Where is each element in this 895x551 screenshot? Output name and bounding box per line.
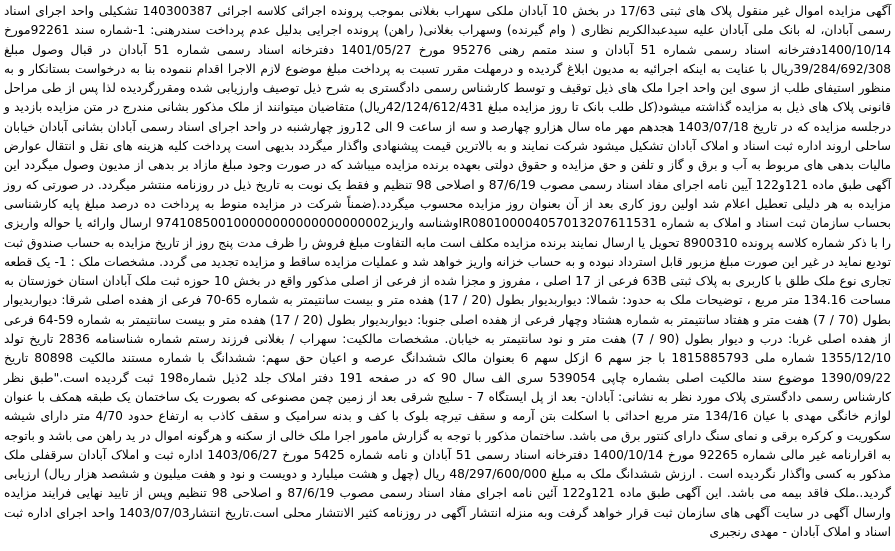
notice-body-text	[4, 2, 891, 542]
notice-signature: واحد اجرای اداره ثبت اسناد و املاک آبادان - مهدی رنجبری	[4, 505, 891, 540]
notice-body: آگهی مزایده اموال غیر منقول پلاک های ثبتی 17/63 در بخش 10 آبادان ملکی سهراب بغلانی بموجب پرونده اجرائی کلاسه اجرائی 140300387 تشکیلی واحد اجرای اسناد رسمی آبادان، له بانک ملی آبادان علیه سیدعبدالکریم نظاری ( وام گیرنده) وسهراب بغلانی( راهن) پرونده اجرایی بدلیل عدم پرداخت سندرهنی: 1-شماره سند 92261مورخ 1400/10/14دفترخانه اسناد رسمی شماره 51 آبادان و سند متمم رهنی 95276 مورخ 1401/05/27 دفترخانه اسناد رسمی شماره 51 آبادان در قبال وصول مبلغ 39/284/692/308ریال با عنایت به اینکه اجرائیه به مدیون ابلاغ گردیده و درمهلت مقرر تسبت به پرداخت مبلغ موضوع لازم الاجرا اقدام ننموده بنا به درخواست بستانکار و به منظور استیفای طلب از سوی این واحد اجرا ملک های ذیل توقیف و توسط کارشناس رسمی دادگستری به شرح ذیل توصیف وارزیابی شده ومقررگردیده لذا پس از طی مراحل قانونی پلاک های ذیل به مزایده گذاشته میشود(کل طلب بانک تا روز مزایده مبلغ 42/124/612/431ریال) متقاضیان میتوانند از ملک مذکور بشانی مندرج در متن مزایده بازدید و درجلسه مزایده که در تاریخ 1403/07/18 هجدهم مهر ماه سال هزارو چهارصد و سه از ساعت 9 الی 12روز چهارشنبه در واحد اجرای اسناد رسمی آبادان بشانی آبادان خیابان ساحلی اروند اداره ثبت اسناد و املاک آبادان تشکیل میشود شرکت نمایند و به بالاترین قیمت پیشنهادی واگذار میگردد بدیهی است پرداخت کلیه هزینه های نقل و انتقال عوارض مالیات بدهی های مربوط به آب و برق و گاز و تلفن و حق مزایده و حقوق دولتی بعهده برنده مزایده میباشد که در صورت وجود مبلغ مازاد بر بدهی از مدیون وصول میگردد این آگهی طبق ماده 121و122 آیین نامه اجرای مفاد اسناد رسمی مصوب 87/6/19 و اصلاحی 98 تنظیم و فقط یک نوبت به تاریخ ذیل در روزنامه منتشر میگردد. در صورتی که روز مزایده به هر دلیلی تعطیل اعلام شد اولین روز کاری بعد از آن بعنوان روز مزایده محسوب میگردد.(ضمناً شرکت در مزایده منوط به پرداخت ده درصد مبلغ پایه کارشناسی بحساب سازمان ثبت اسناد و املاک به شماره IR080100004057013207611531وشناسه واریز974108500100000000000000000002 ارسال وارائه یا حواله واریزی را با ذکر شماره کلاسه پرونده 8900310 تحویل یا ارسال نمایند برنده مزایده مکلف است مابه التفاوت مبلغ فروش را ظرف مدت پنج روز از تاریخ مزایده به حساب صندوق ثبت تودیع نماید در غیر این صورت مبلغ مزبور قابل استرداد نبوده و به حساب خزانه واریز خواهد شد و عملیات مزایده ساقط و مزایده تجدید می گردد. مشخصات ملک : 1- یک قطعه تجاری نوع ملک طلق با کاربری به پلاک ثبتی 63B فرعی از 17 اصلی ، مفروز و مجزا شده از فرعی از اصلی مذکور واقع در بخش 10 حوزه ثبت ملک آبادان استان خوزستان به مساحت 134.16 متر مربع ، توضیحات ملک به حدود: شمالا: دیواربدیوار بطول (20 / 17) هفده متر و بیست سانتیمتر به شماره 65-70 فرعی از هفده اصلی شرقا: دیواربدیوار بطول (70 / 7) هفت متر و هفتاد سانتیمتر به شماره هشتاد وچهار فرعی از هفده اصلی جنوبا: دیواربدیوار بطول (20 / 17) هفده متر و بیست سانتیمتر به شماره 59-64 فرعی از هفده اصلی غربا: درب و دیوار بطول (90 / 7) هفت متر و نود سانتیمتر به خیابان. مشخصات مالکیت: سهراب / بغلانی فرزند رستم شماره شناسنامه 2836 تاریخ تولد 1355/12/10 شماره ملی 1815885793 با جز سهم 6 ازکل سهم 6 بعنوان مالک ششدانگ عرصه و اعیان حق سهم: ششدانگ با شماره مستند مالکیت 80898 تاریخ 1390/09/22 موضوع سند مالکیت اصلی بشماره چاپی 539054 سری الف سال 90 که در صفحه 191 دفتر املاک جلد 2ذیل شماره198 ثبت گردیده است."طبق نظر کارشناس رسمی دادگستری پلاک مورد نظر به نشانی: آبادان- بعد از پل ایستگاه 7 - سلیج شرقی بعد از زمین چمن مصنوعی که بصورت یک ساختمان یک طبقه همکف با عنوان لوازم خانگی مهدی با عیان 134/16 متر مربع احداثی با اسکلت بتن آرمه و سقف تیرچه بلوک با کف و بدنه سرامیک و سقف کاذب به ارتفاع حدود 4/70 متر دارای شیشه سکوریت و کرکره برقی و نمای سنگ دارای کنتور برق می باشد. ساختمان مذکور با توجه به گزارش مامور اجرا ملک خالی از سکنه و هرگونه اموال در ید راهن می باشد و باتوجه به اقرارنامه غیر مالی شماره 92265 مورخ 1400/10/14 دفترخانه اسناد رسمی 51 آبادان و نامه شماره 5425 مورخ 1403/06/27 اداره ثبت و املاک آبادان سرقفلی ملک مذکور به کسی واگذار نگردیده است . ارزش ششدانگ ملک به مبلغ 48/297/600/000 ریال (چهل و هشت میلیارد و دویست و نود و هفت میلیون و ششصد هزار ریال) ارزیابی گردید..ملک فاقد بیمه می باشد. این آگهی طبق ماده 121و122 آئین نامه اجرای مفاد اسناد رسمی مصوب 87/6/19 و اصلاحی 98 تنظیم وپس از تایید نهایی فرایند مزایده وارسال آگهی در سایت آگهی های سازمان ثبت قرار خواهد گرفت وبه منزله انتشار آگهی در روزنامه کثیر الانتشار محلی است.تاریخ انتشار1403/07/03	[4, 4, 892, 520]
